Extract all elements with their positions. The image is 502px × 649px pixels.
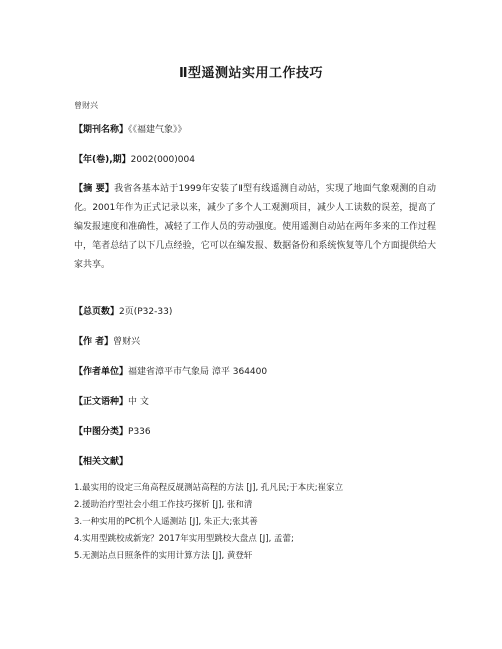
author-field [74,333,434,351]
reference-item[interactable]: 5.无测站点日照条件的实用计算方法 [J], 黄登轩 [74,551,253,561]
journal-label: 【期刊名称】 [74,125,129,135]
year-field [74,151,434,169]
reference-item[interactable]: 2.援助治疗型社会小组工作技巧探析 [J], 张和清 [74,500,253,510]
year-label: 【年(卷),期】 [74,155,131,165]
reference-item[interactable]: 4.实用型跳校成新宠？2017年实用型跳校大盘点 [J], 孟蕾; [74,534,294,544]
author-value: 曾财兴 [113,337,141,347]
unit-field [74,363,434,381]
journal-value: 《《福建气象》》 [128,125,187,135]
related-docs-heading [74,453,434,471]
author-label: 【作 者】 [74,337,114,347]
abstract-field [74,180,436,275]
pages-label: 【总页数】 [74,307,120,317]
unit-value: 福建省漳平市气象局 漳平 364400 [128,367,268,377]
abstract-label: 【摘 要】 [74,184,115,194]
classification-field [74,423,434,441]
classification-label: 【中图分类】 [74,427,129,437]
journal-field [74,121,434,139]
unit-label: 【作者单位】 [74,367,129,377]
language-field [74,393,434,411]
reference-item[interactable]: 1.最实用的设定三角高程反觇测站高程的方法 [J], 孔凡民;于本庆;崔家立 [74,483,344,493]
related-docs-label: 【相关文献】 [74,457,129,467]
language-label: 【正文语种】 [74,397,129,407]
author-name-top: 曾财兴 [74,101,98,110]
abstract-text: 我省各基本站于1999年安装了Ⅱ型有线遥测自动站，实现了地面气象观测的自动化。2001年作为正式记录以来，减少了多个人工观测项目，减少人工读数的误差，提高了编发报速度和准确性，减轻了工作人员的劳动强度。使用遥测自动站在两年多来的工作过程中，笔者总结了以下几点经验，它可以在编发报、数据备份和系统恢复等几个方面提供给大家共享。 [74,184,436,270]
year-value: 2002(000)004 [130,155,195,165]
reference-list [74,480,444,565]
language-value: 中 文 [128,397,149,407]
pages-field [74,303,434,321]
document-title: Ⅱ型遥测站实用工作技巧 [178,66,324,81]
reference-item[interactable]: 3.一种实用的PC机个人遥测站 [J], 朱正大;张其善 [74,517,258,527]
classification-value: P336 [128,427,151,437]
pages-value: 2页(P32-33) [119,307,173,317]
